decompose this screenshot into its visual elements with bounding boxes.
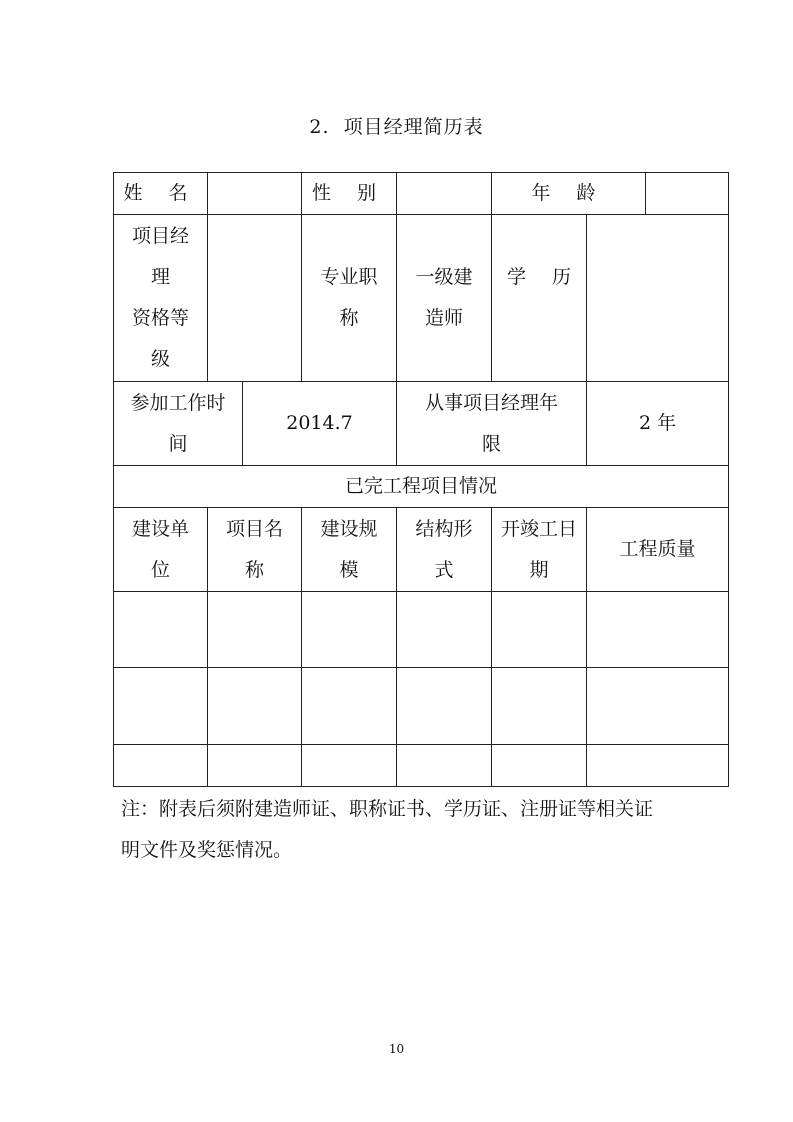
column-header-line: 称 — [244, 558, 264, 581]
page-number: 10 — [388, 1042, 405, 1056]
table-cell[interactable] — [587, 745, 729, 787]
column-header-line: 结构形 — [415, 517, 473, 540]
column-header-line: 式 — [434, 558, 454, 581]
pm-years-label-line: 限 — [481, 432, 501, 455]
column-header-line: 开竣工日期 — [500, 517, 577, 581]
column-header-line: 工程质量 — [619, 538, 696, 560]
age-value[interactable] — [646, 173, 729, 215]
column-header-dates — [492, 508, 587, 592]
gender-value[interactable] — [397, 173, 492, 215]
table-cell[interactable] — [397, 592, 492, 668]
table-cell[interactable] — [492, 668, 587, 745]
professional-title-label-line: 称 — [339, 307, 359, 329]
footnote — [121, 789, 701, 871]
page-title: 2. 项目经理简历表 — [309, 116, 484, 138]
name-value[interactable] — [208, 173, 302, 215]
professional-title-value-line: 造师 — [424, 307, 463, 329]
table-cell[interactable] — [397, 668, 492, 745]
table-row — [114, 745, 729, 787]
table-cell[interactable] — [397, 745, 492, 787]
work-start-label-line: 间 — [168, 432, 188, 455]
table-cell[interactable] — [492, 592, 587, 668]
column-header-builder — [114, 508, 208, 592]
pm-years-value[interactable]: 2 年 — [587, 382, 729, 466]
education-label — [492, 215, 587, 382]
column-header-scale — [302, 508, 397, 592]
table-cell[interactable] — [492, 745, 587, 787]
column-header-structure — [397, 508, 492, 592]
completed-projects-title: 已完工程项目情况 — [114, 466, 729, 508]
table-cell[interactable] — [114, 745, 208, 787]
column-header-project-name — [208, 508, 302, 592]
table-row — [114, 592, 729, 668]
professional-title-label-line: 专业职 — [320, 266, 378, 288]
column-header-line: 建设单 — [131, 517, 189, 540]
qualification-label-line: 理 — [150, 266, 170, 288]
table-cell[interactable] — [587, 592, 729, 668]
pm-years-label-line: 从事项目经理年 — [424, 391, 558, 414]
qualification-label-line: 资格等 — [131, 307, 189, 329]
table-cell[interactable] — [208, 668, 302, 745]
professional-title-value-line: 一级建 — [415, 266, 473, 288]
footnote-line: 明文件及奖惩情况。 — [121, 839, 293, 861]
professional-title-label — [302, 215, 397, 382]
table-cell[interactable] — [114, 668, 208, 745]
name-label: 姓 名 — [114, 173, 208, 215]
column-header-line: 模 — [339, 558, 359, 581]
table-cell[interactable] — [208, 592, 302, 668]
table-cell[interactable] — [114, 592, 208, 668]
column-header-quality — [587, 508, 729, 592]
professional-title-value[interactable] — [397, 215, 492, 382]
table-cell[interactable] — [302, 668, 397, 745]
qualification-label — [114, 215, 208, 382]
resume-table — [113, 172, 729, 787]
column-header-line: 位 — [150, 558, 170, 581]
table-cell[interactable] — [302, 745, 397, 787]
pm-years-label — [397, 382, 587, 466]
work-start-value[interactable]: 2014.7 — [243, 382, 397, 466]
education-value[interactable] — [587, 215, 729, 382]
column-header-line: 建设规 — [320, 517, 378, 540]
qualification-value[interactable] — [208, 215, 302, 382]
education-label-text: 学 历 — [506, 266, 582, 288]
table-cell[interactable] — [208, 745, 302, 787]
qualification-label-line: 级 — [150, 348, 170, 370]
table-cell[interactable] — [587, 668, 729, 745]
qualification-label-line: 项目经 — [131, 225, 189, 247]
table-row — [114, 668, 729, 745]
column-header-line: 项目名 — [225, 517, 283, 540]
table-cell[interactable] — [302, 592, 397, 668]
footnote-line: 注：附表后须附建造师证、职称证书、学历证、注册证等相关证 — [121, 798, 654, 820]
age-label: 年 龄 — [492, 173, 646, 215]
gender-label: 性 别 — [302, 173, 397, 215]
work-start-label-line: 参加工作时 — [130, 391, 226, 414]
work-start-label — [114, 382, 243, 466]
